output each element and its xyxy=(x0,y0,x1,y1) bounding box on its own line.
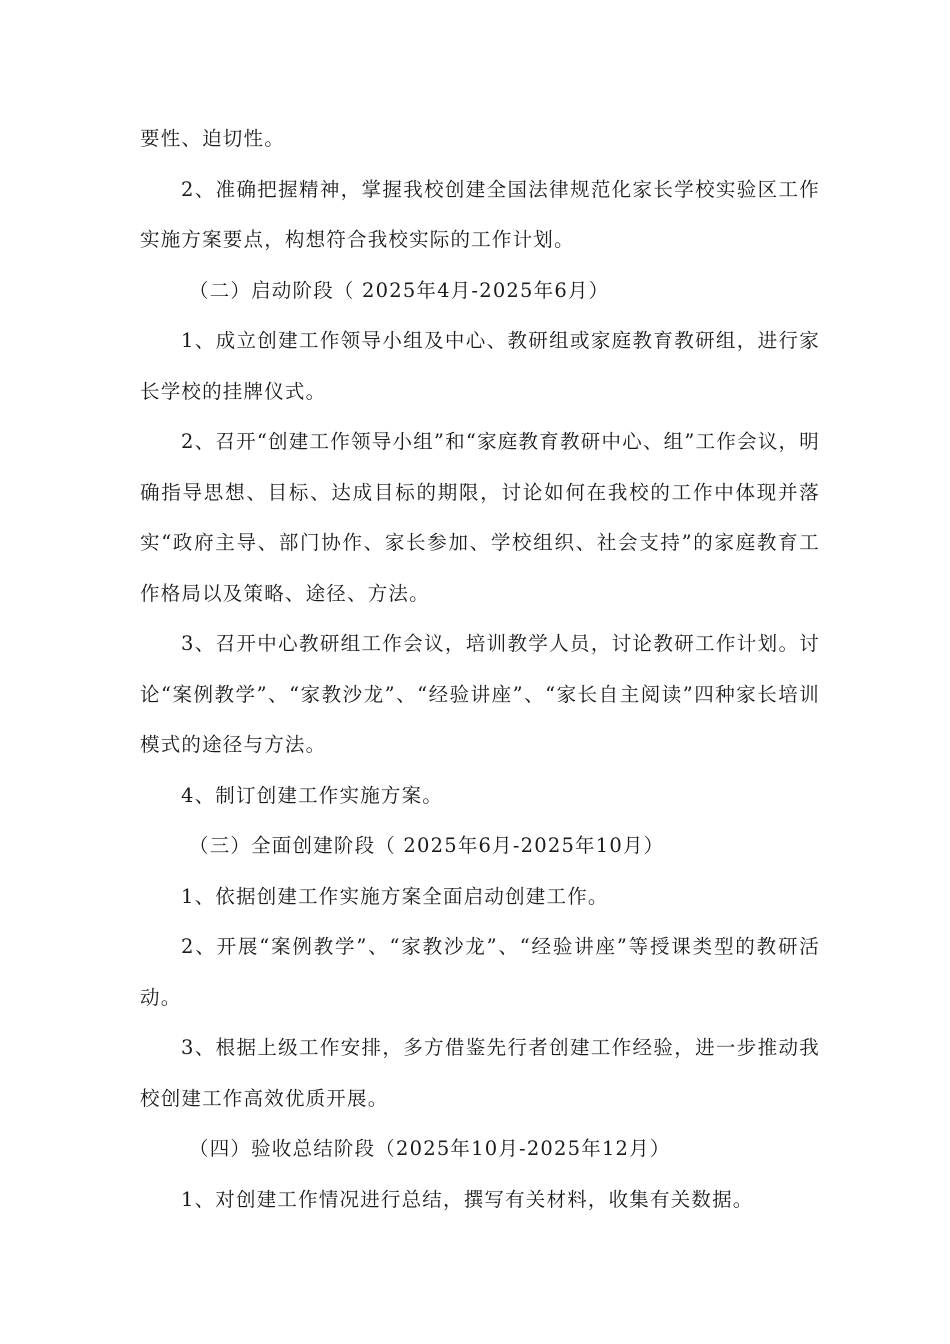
paragraph-item-2-activities: 2、开展“案例教学”、“家教沙龙”、“经验讲座”等授课类型的教研活动。 xyxy=(140,935,820,1009)
document-page xyxy=(140,114,820,1225)
paragraph-item-2-grasp-spirit: 2、准确把握精神，掌握我校创建全国法律规范化家长学校实验区工作实施方案要点，构想符合我校实际的工作计划。 xyxy=(140,177,820,251)
paragraph-item-1-launch: 1、依据创建工作实施方案全面启动创建工作。 xyxy=(181,884,609,908)
section-heading-acceptance-stage: （四）验收总结阶段（2025年10月-2025年12月） xyxy=(189,1137,671,1160)
paragraph-item-1-leadership-group: 1、成立创建工作领导小组及中心、教研组或家庭教育教研组，进行家长学校的挂牌仪式。 xyxy=(140,329,820,403)
paragraph-item-3-teaching-research: 3、召开中心教研组工作会议，培训教学人员，讨论教研工作计划。讨论“案例教学”、“家教沙龙”、“经验讲座”、“家长自主阅读”四种家长培训模式的途径与方法。 xyxy=(140,632,820,756)
section-heading-full-creation-stage: （三）全面创建阶段（ 2025年6月-2025年10月） xyxy=(189,834,665,857)
paragraph-item-2-convene-meeting: 2、召开“创建工作领导小组”和“家庭教育教研中心、组”工作会议，明确指导思想、目标、达成目标的期限，讨论如何在我校的工作中体现并落实“政府主导、部门协作、家长参加、学校组织、社会支持”的家庭教育工作格局以及策略、途径、方法。 xyxy=(140,430,820,605)
paragraph-continuation: 要性、迫切性。 xyxy=(140,127,285,150)
paragraph-item-1-summary: 1、对创建工作情况进行总结，撰写有关材料，收集有关数据。 xyxy=(181,1187,754,1211)
section-heading-startup-stage: （二）启动阶段（ 2025年4月-2025年6月） xyxy=(189,278,610,302)
paragraph-item-3-experience: 3、根据上级工作安排，多方借鉴先行者创建工作经验，进一步推动我校创建工作高效优质开展。 xyxy=(140,1036,820,1110)
paragraph-item-4-plan: 4、制订创建工作实施方案。 xyxy=(181,783,444,807)
